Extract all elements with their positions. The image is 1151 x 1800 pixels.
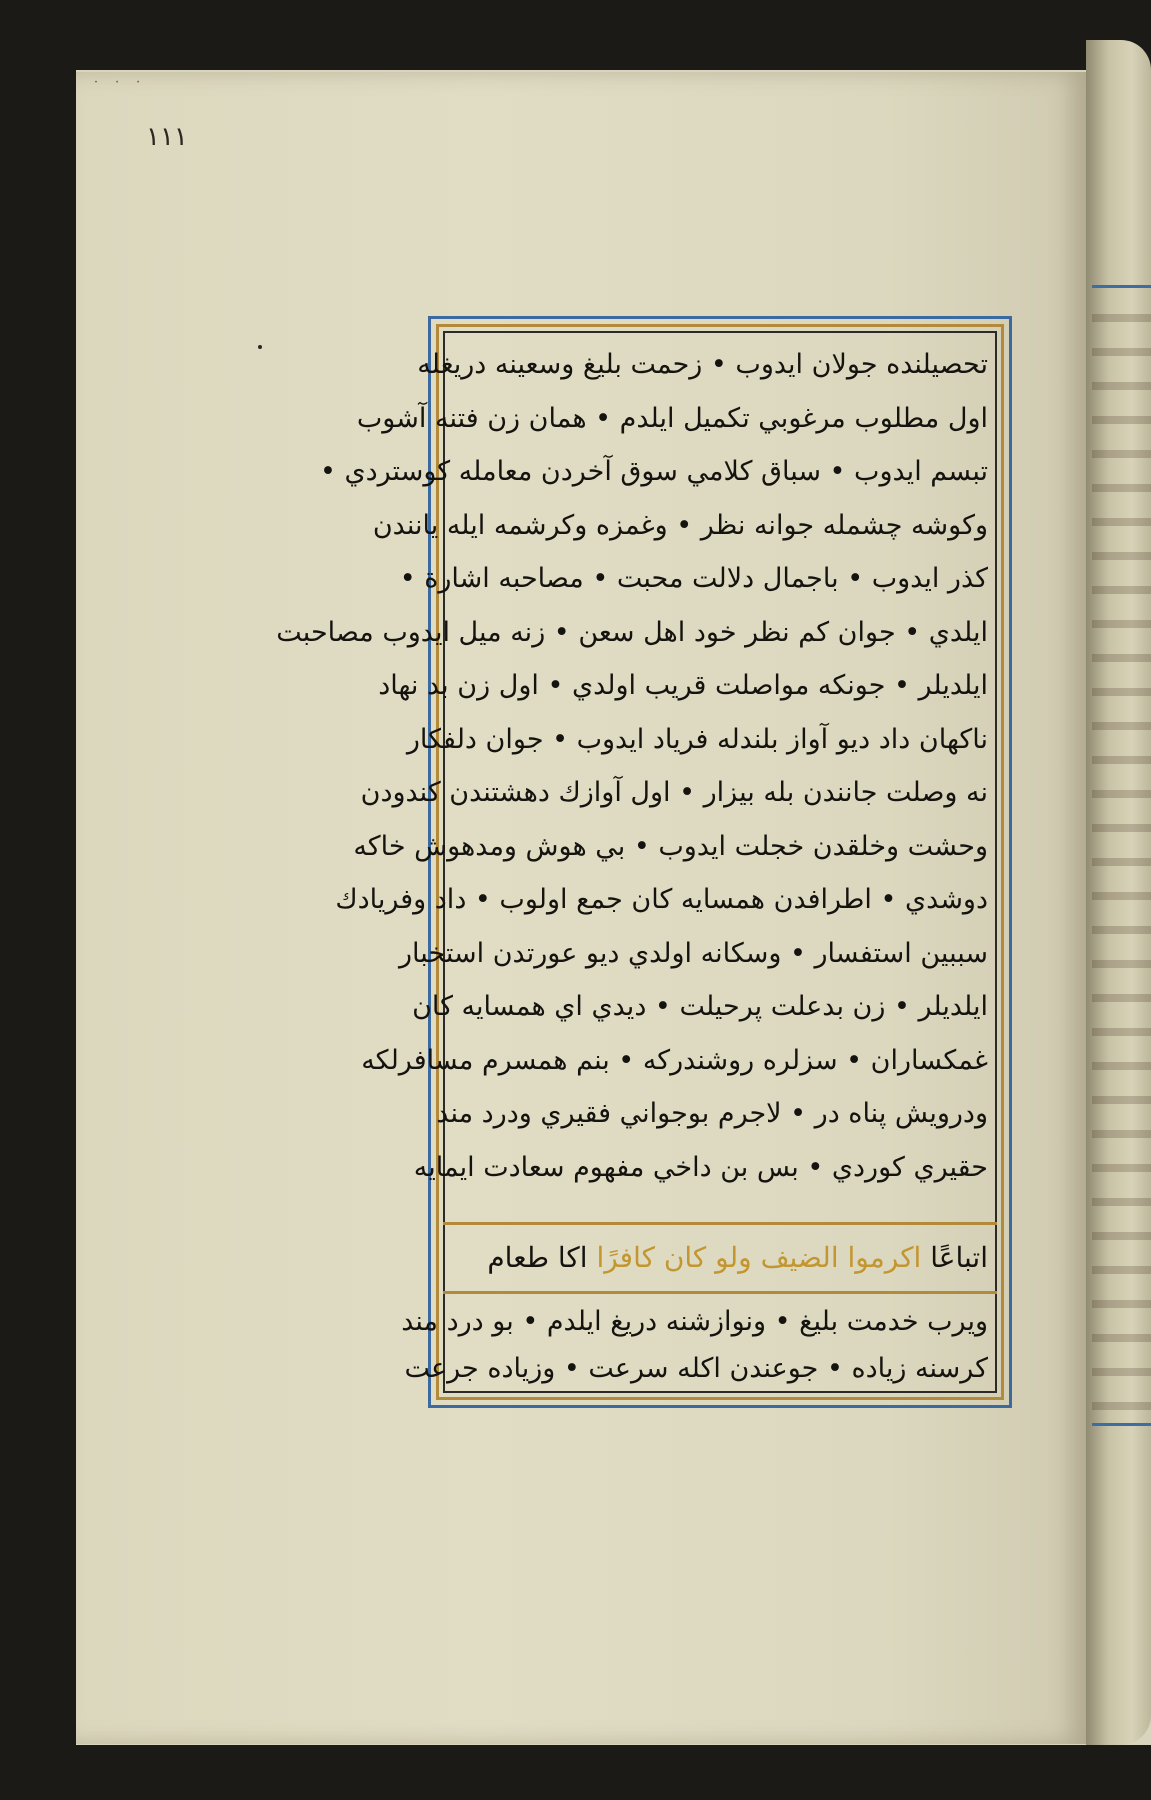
- folio-number: ۱۱۱: [146, 122, 188, 152]
- text-line: نه وصلت جانندن بله بيزار • اول آوازك دهشتندن كندودن: [360, 777, 988, 808]
- text-line: غمكساران • سزلره روشندركه • بنم همسرم مسافرلكه: [361, 1044, 988, 1076]
- quote-suffix: اكا طعام: [487, 1241, 588, 1274]
- background-bottom: [0, 1745, 1151, 1800]
- text-line: دوشدي • اطرافدن همسايه كان جمع اولوب • داد وفريادك: [335, 884, 988, 915]
- text-line: ودرويش پناه در • لاجرم بوجواني فقيري ودرد مند: [436, 1098, 988, 1129]
- text-line: وحشت وخلقدن خجلت ايدوب • بي هوش ومدهوش خاكه: [353, 830, 988, 862]
- background-top: [0, 0, 1151, 70]
- gold-hadith-quote: اكرموا الضيف ولو كان كافرًا: [596, 1241, 922, 1274]
- page-stain: ˙ ˙ ˙: [92, 78, 147, 97]
- ink-dot: [258, 345, 262, 349]
- text-line: ايلديلر • جونكه مواصلت قريب اولدي • اول زن بد نهاد: [378, 670, 988, 701]
- text-line: تبسم ايدوب • سباق كلامي سوق آخردن معامله كوستردي •: [319, 456, 988, 487]
- text-line: ويرب خدمت بليغ • ونوازشنه دريغ ايلدم • بو درد مند: [401, 1306, 988, 1337]
- text-line: كرسنه زياده • جوعندن اكله سرعت • وزياده جرعت: [404, 1353, 988, 1384]
- background-left: [0, 0, 76, 1800]
- text-line: وكوشه چشمله جوانه نظر • وغمزه وكرشمه ايله يانندن: [372, 509, 988, 541]
- closing-text-block: [401, 1298, 988, 1392]
- text-line: ايلديلر • زن بدعلت پرحيلت • ديدي اي همسايه كان: [412, 991, 988, 1022]
- text-line: كذر ايدوب • باجمال دلالت محبت • مصاحبه اشارة •: [399, 563, 988, 594]
- text-line: ناكهان داد ديو آواز بلندله فرياد ايدوب • جوان دلفكار: [406, 723, 988, 755]
- text-line: حقيري كوردي • بس بن داخي مفهوم سعادت ايمايه: [413, 1151, 988, 1183]
- quote-prefix: اتباعًا: [930, 1241, 988, 1274]
- text-line: سببين استفسار • وسكانه اولدي ديو عورتدن استخبار: [399, 937, 988, 969]
- text-line: تحصيلنده جولان ايدوب • زحمت بليغ وسعينه دريغله: [417, 349, 988, 380]
- text-line: اول مطلوب مرغوبي تكميل ايلدم • همان زن فتنه آشوب: [356, 402, 988, 434]
- main-text-block: [276, 338, 988, 1194]
- facing-page-text-block: [1092, 285, 1151, 1426]
- quote-line: [452, 1228, 988, 1288]
- text-line: ايلدي • جوان كم نظر خود اهل سعن • زنه ميل ايدوب مصاحبت: [276, 616, 988, 648]
